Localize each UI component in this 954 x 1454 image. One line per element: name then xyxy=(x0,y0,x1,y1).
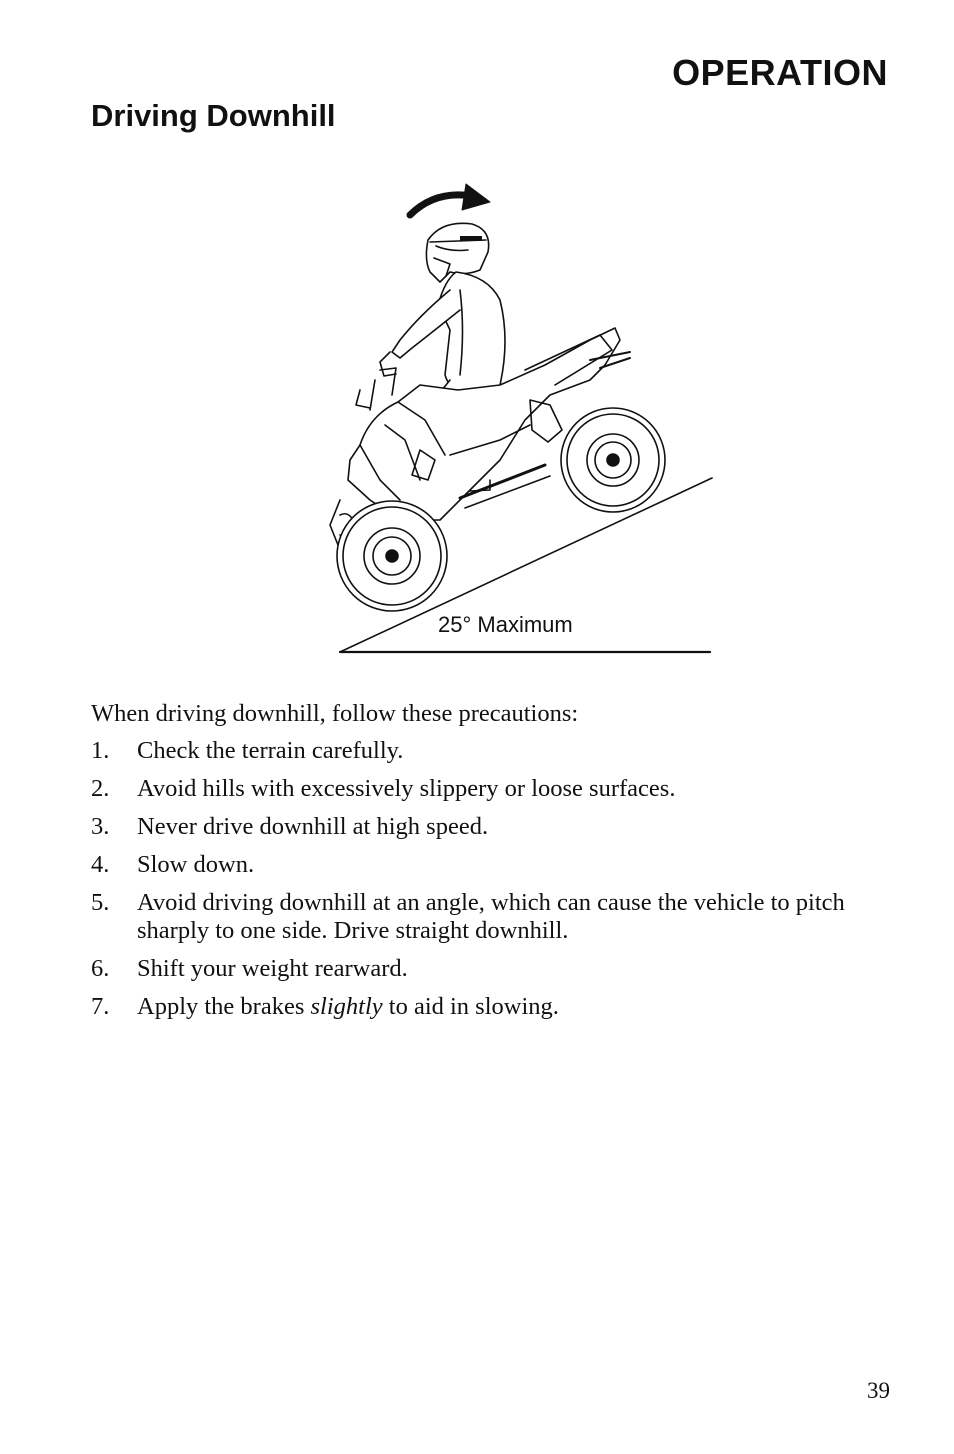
downhill-illustration xyxy=(300,180,730,660)
atv-downhill-figure xyxy=(300,180,730,660)
atv-rider-illustration xyxy=(330,223,665,611)
text-before-emphasis: Apply the brakes xyxy=(137,993,311,1020)
section-header: OPERATION xyxy=(672,52,888,93)
list-item-text: Avoid hills with excessively slippery or loose surfaces. xyxy=(137,775,676,802)
precautions-list xyxy=(91,737,891,1021)
rotate-forward-arrow-icon xyxy=(410,184,490,215)
list-item-number: 3. xyxy=(91,813,110,840)
list-item-number: 5. xyxy=(91,889,110,916)
list-item-text: Never drive downhill at high speed. xyxy=(137,813,489,840)
page-title: Driving Downhill xyxy=(91,98,336,133)
list-item xyxy=(91,775,891,803)
body-text xyxy=(91,700,891,1031)
list-item xyxy=(91,737,891,765)
list-item-text: Slow down. xyxy=(137,851,255,878)
list-item xyxy=(91,851,891,879)
list-item-text: Avoid driving downhill at an angle, which can cause the vehicle to pitch sharply to one side. Drive straight downhill. xyxy=(137,889,845,944)
list-item-text: Check the terrain carefully. xyxy=(137,737,404,764)
intro-paragraph: When driving downhill, follow these precautions: xyxy=(91,700,579,727)
list-item-number: 6. xyxy=(91,955,110,982)
list-item-number: 2. xyxy=(91,775,110,802)
list-item xyxy=(91,993,891,1021)
list-item xyxy=(91,889,891,945)
slope-angle-caption: 25° Maximum xyxy=(438,612,573,637)
text-after-emphasis: to aid in slowing. xyxy=(382,993,559,1020)
list-item-number: 4. xyxy=(91,851,110,878)
list-item-number: 7. xyxy=(91,993,110,1020)
list-item xyxy=(91,813,891,841)
emphasis-text: slightly xyxy=(310,993,383,1020)
list-item xyxy=(91,955,891,983)
page-number: 39 xyxy=(867,1378,890,1403)
list-item-text: Shift your weight rearward. xyxy=(137,955,408,982)
list-item-number: 1. xyxy=(91,737,110,764)
list-item-text xyxy=(137,993,891,1021)
